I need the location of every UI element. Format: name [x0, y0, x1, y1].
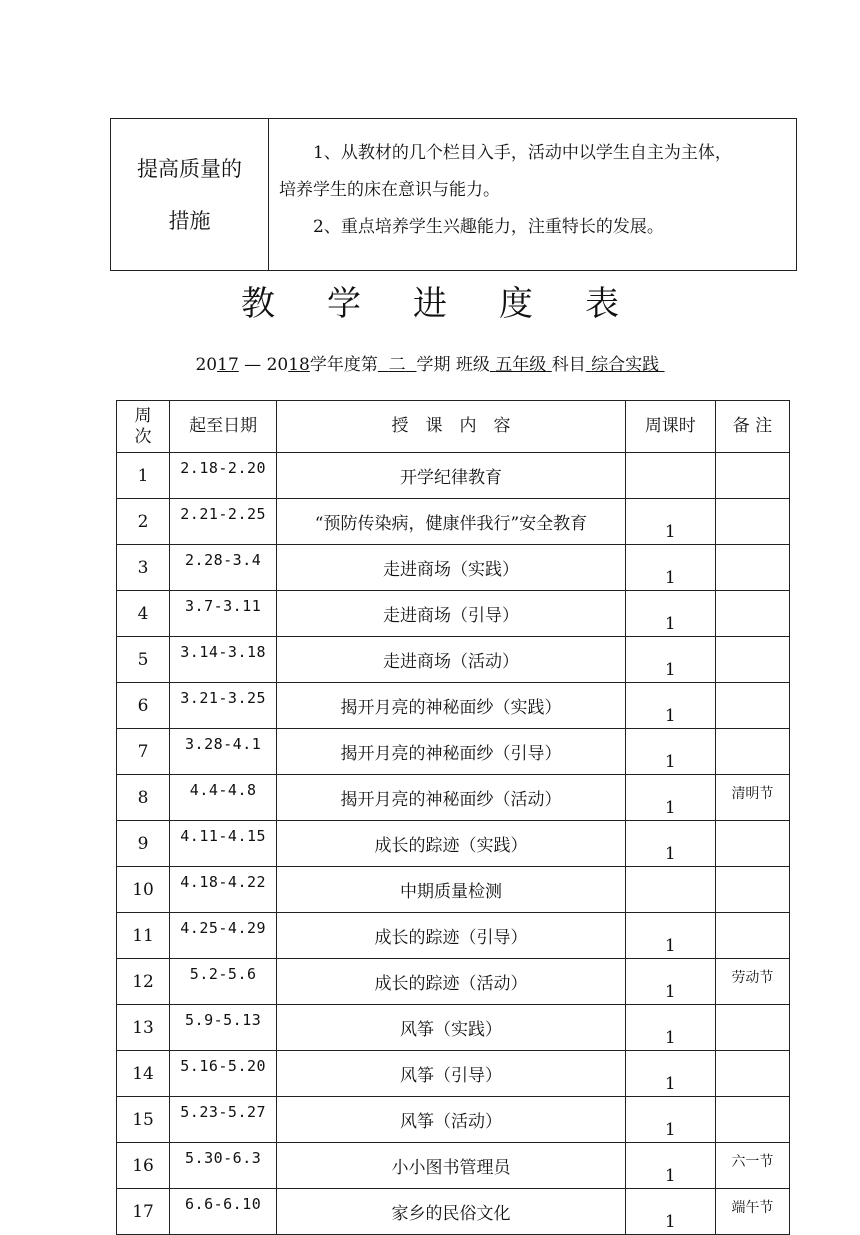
- cell-hours: 1: [625, 637, 715, 683]
- cell-note: [715, 1051, 789, 1097]
- cell-note: [715, 591, 789, 637]
- cell-content: 风筝（引导）: [277, 1051, 626, 1097]
- cell-week: 8: [117, 775, 170, 821]
- table-row: [117, 821, 790, 867]
- table-row: [117, 1097, 790, 1143]
- header-week: 周 次: [117, 401, 170, 453]
- cell-hours: 1: [625, 775, 715, 821]
- cell-week: 11: [117, 913, 170, 959]
- cell-date: 4.4-4.8: [170, 775, 277, 821]
- subject-value: 综合实践: [591, 355, 660, 375]
- cell-hours: 1: [625, 683, 715, 729]
- cell-content: 成长的踪迹（活动）: [277, 959, 626, 1005]
- cell-hours: 1: [625, 591, 715, 637]
- cell-week: 7: [117, 729, 170, 775]
- cell-date: 2.18-2.20: [170, 453, 277, 499]
- term-value: 二: [388, 355, 406, 375]
- table-row: [117, 683, 790, 729]
- cell-content: 揭开月亮的神秘面纱（活动）: [277, 775, 626, 821]
- cell-note: 劳动节: [715, 959, 789, 1005]
- table-row: [117, 1189, 790, 1235]
- cell-note: [715, 545, 789, 591]
- cell-note: [715, 637, 789, 683]
- cell-date: 5.16-5.20: [170, 1051, 277, 1097]
- cell-content: 揭开月亮的神秘面纱（实践）: [277, 683, 626, 729]
- text-subject: 科目: [551, 355, 586, 375]
- text-class: 班级: [455, 355, 490, 375]
- title-char: 教: [241, 284, 275, 324]
- cell-hours: 1: [625, 821, 715, 867]
- header-hours: 周课时: [625, 401, 715, 453]
- cell-week: 4: [117, 591, 170, 637]
- cell-note: [715, 1005, 789, 1051]
- year-2: 18: [288, 355, 310, 375]
- cell-week: 17: [117, 1189, 170, 1235]
- cell-date: 5.23-5.27: [170, 1097, 277, 1143]
- cell-hours: 1: [625, 913, 715, 959]
- title-char: 学: [327, 284, 361, 324]
- table-row: [117, 729, 790, 775]
- cell-week: 2: [117, 499, 170, 545]
- cell-week: 12: [117, 959, 170, 1005]
- cell-date: 5.2-5.6: [170, 959, 277, 1005]
- measures-label: [111, 119, 269, 270]
- measures-label-line1: 提高质量的: [137, 156, 242, 181]
- cell-date: 4.11-4.15: [170, 821, 277, 867]
- cell-week: 14: [117, 1051, 170, 1097]
- cell-date: 5.9-5.13: [170, 1005, 277, 1051]
- cell-date: 4.25-4.29: [170, 913, 277, 959]
- cell-hours: 1: [625, 729, 715, 775]
- cell-content: 揭开月亮的神秘面纱（引导）: [277, 729, 626, 775]
- cell-content: 走进商场（活动）: [277, 637, 626, 683]
- measures-content: [269, 119, 796, 270]
- cell-week: 6: [117, 683, 170, 729]
- subtitle-line: [0, 350, 860, 375]
- measures-label-line2: 措施: [168, 208, 211, 233]
- cell-note: [715, 729, 789, 775]
- cell-week: 1: [117, 453, 170, 499]
- text-year: 学年度第: [309, 355, 378, 375]
- cell-date: 3.21-3.25: [170, 683, 277, 729]
- cell-content: 家乡的民俗文化: [277, 1189, 626, 1235]
- cell-week: 9: [117, 821, 170, 867]
- cell-hours: [625, 453, 715, 499]
- table-row: [117, 959, 790, 1005]
- cell-hours: 1: [625, 1097, 715, 1143]
- class-value: 五年级: [495, 355, 547, 375]
- title-char: 表: [585, 284, 619, 324]
- cell-date: 2.28-3.4: [170, 545, 277, 591]
- cell-date: 4.18-4.22: [170, 867, 277, 913]
- table-row: [117, 1143, 790, 1189]
- title-char: 进: [413, 284, 447, 324]
- cell-note: [715, 913, 789, 959]
- cell-note: [715, 821, 789, 867]
- cell-content: 走进商场（实践）: [277, 545, 626, 591]
- cell-content: 风筝（实践）: [277, 1005, 626, 1051]
- cell-content: 小小图书管理员: [277, 1143, 626, 1189]
- cell-note: 端午节: [715, 1189, 789, 1235]
- cell-content: 走进商场（引导）: [277, 591, 626, 637]
- cell-content: 成长的踪迹（实践）: [277, 821, 626, 867]
- year-1: 17: [217, 355, 239, 375]
- quality-measures-box: [110, 118, 797, 271]
- header-date: 起至日期: [170, 401, 277, 453]
- cell-week: 5: [117, 637, 170, 683]
- year-prefix-1: 20: [195, 355, 218, 375]
- cell-date: 3.14-3.18: [170, 637, 277, 683]
- cell-note: [715, 1097, 789, 1143]
- table-row: [117, 545, 790, 591]
- cell-hours: 1: [625, 959, 715, 1005]
- cell-date: 6.6-6.10: [170, 1189, 277, 1235]
- table-header-row: [117, 401, 790, 453]
- cell-hours: 1: [625, 545, 715, 591]
- cell-week: 13: [117, 1005, 170, 1051]
- table-row: [117, 913, 790, 959]
- cell-week: 15: [117, 1097, 170, 1143]
- table-row: [117, 591, 790, 637]
- cell-week: 16: [117, 1143, 170, 1189]
- year-prefix-2: 20: [266, 355, 289, 375]
- cell-content: 开学纪律教育: [277, 453, 626, 499]
- cell-note: [715, 499, 789, 545]
- table-row: [117, 453, 790, 499]
- cell-week: 10: [117, 867, 170, 913]
- cell-note: [715, 453, 789, 499]
- cell-hours: 1: [625, 1051, 715, 1097]
- cell-content: “预防传染病，健康伴我行”安全教育: [277, 499, 626, 545]
- header-content: 授 课 内 容: [277, 401, 626, 453]
- cell-hours: 1: [625, 499, 715, 545]
- cell-note: [715, 867, 789, 913]
- measures-item1-part1: 1、从教材的几个栏目入手，活动中以学生自主为主体，: [313, 143, 732, 163]
- cell-note: [715, 683, 789, 729]
- schedule-body: [117, 453, 790, 1235]
- cell-content: 风筝（活动）: [277, 1097, 626, 1143]
- cell-hours: 1: [625, 1189, 715, 1235]
- schedule-table: [116, 400, 790, 1235]
- year-dash: —: [244, 355, 262, 375]
- table-row: [117, 1005, 790, 1051]
- measures-item1-part2: 培养学生的床在意识与能力。: [279, 180, 500, 200]
- cell-date: 3.7-3.11: [170, 591, 277, 637]
- cell-week: 3: [117, 545, 170, 591]
- page-title: [0, 276, 860, 325]
- header-note: 备 注: [715, 401, 789, 453]
- table-row: [117, 499, 790, 545]
- table-row: [117, 637, 790, 683]
- cell-content: 中期质量检测: [277, 867, 626, 913]
- cell-content: 成长的踪迹（引导）: [277, 913, 626, 959]
- cell-hours: 1: [625, 1143, 715, 1189]
- table-row: [117, 867, 790, 913]
- cell-date: 3.28-4.1: [170, 729, 277, 775]
- text-term: 学期: [416, 355, 451, 375]
- title-char: 度: [499, 284, 533, 324]
- cell-hours: [625, 867, 715, 913]
- cell-note: 六一节: [715, 1143, 789, 1189]
- cell-hours: 1: [625, 1005, 715, 1051]
- cell-date: 5.30-6.3: [170, 1143, 277, 1189]
- table-row: [117, 775, 790, 821]
- measures-item2: 2、重点培养学生兴趣能力，注重特长的发展。: [313, 217, 664, 237]
- cell-note: 清明节: [715, 775, 789, 821]
- cell-date: 2.21-2.25: [170, 499, 277, 545]
- table-row: [117, 1051, 790, 1097]
